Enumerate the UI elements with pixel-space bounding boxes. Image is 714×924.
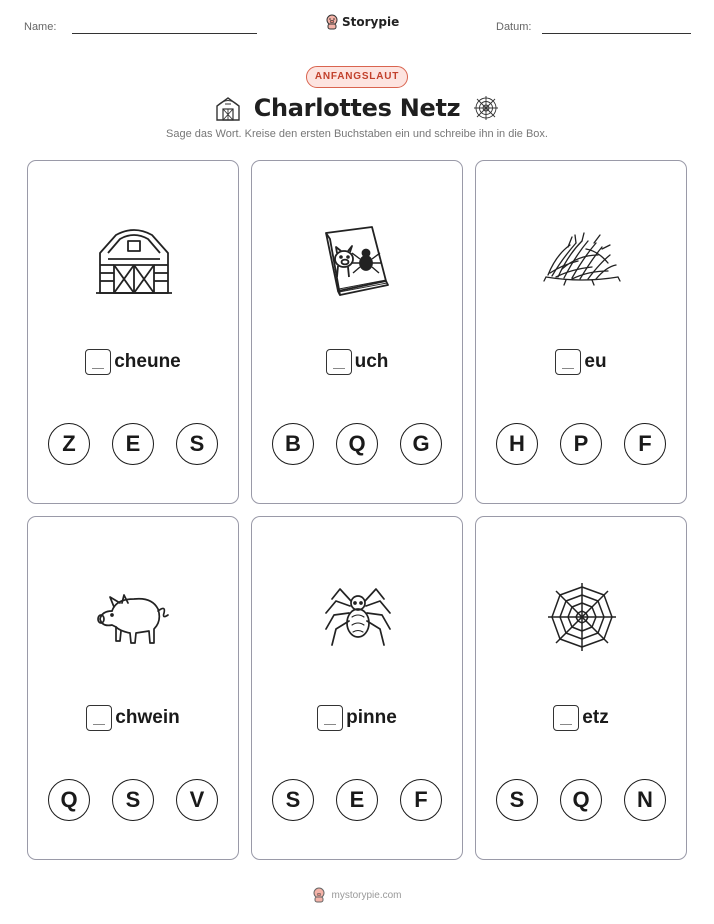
letter-choice[interactable]: P xyxy=(560,423,602,465)
letter-choice[interactable]: G xyxy=(400,423,442,465)
word-rest: etz xyxy=(582,707,609,728)
spider-icon xyxy=(318,581,398,653)
letter-choice[interactable]: Q xyxy=(48,779,90,821)
answer-box[interactable] xyxy=(317,705,343,731)
letter-choices xyxy=(476,779,686,821)
letter-choice[interactable]: N xyxy=(624,779,666,821)
letter-choice[interactable]: F xyxy=(400,779,442,821)
answer-box[interactable] xyxy=(86,705,112,731)
word-card xyxy=(475,516,687,860)
word-rest: chwein xyxy=(115,707,180,728)
date-label: Datum: xyxy=(496,21,532,33)
barn-icon xyxy=(214,95,242,121)
category-badge: ANFANGSLAUT xyxy=(306,66,408,88)
letter-choice[interactable]: Q xyxy=(336,423,378,465)
name-label: Name: xyxy=(24,21,57,33)
word-row xyxy=(476,705,686,731)
letter-choices xyxy=(252,779,462,821)
brand-logo xyxy=(325,14,399,30)
footer xyxy=(0,887,714,903)
pig-mascot-icon xyxy=(325,14,339,30)
letter-choices xyxy=(252,423,462,465)
letter-choice[interactable]: F xyxy=(624,423,666,465)
spiderweb-icon xyxy=(472,95,500,121)
letter-choice[interactable]: Z xyxy=(48,423,90,465)
page-title: Charlottes Netz xyxy=(253,94,461,122)
barn-icon xyxy=(94,225,174,297)
word-row xyxy=(252,705,462,731)
instructions: Sage das Wort. Kreise den ersten Buchstaben ein und schreibe ihn in die Box. xyxy=(166,128,548,140)
letter-choice[interactable]: V xyxy=(176,779,218,821)
storybook-icon xyxy=(318,225,398,297)
pig-icon xyxy=(94,581,174,653)
word-rest: uch xyxy=(354,351,389,372)
letter-choice[interactable]: E xyxy=(112,423,154,465)
letter-choice[interactable]: S xyxy=(496,779,538,821)
word-row xyxy=(252,349,462,375)
word-rest: eu xyxy=(584,351,607,372)
date-line[interactable] xyxy=(542,33,691,34)
title-row xyxy=(0,92,714,124)
name-line[interactable] xyxy=(72,33,257,34)
letter-choice[interactable]: Q xyxy=(560,779,602,821)
answer-box[interactable] xyxy=(555,349,581,375)
word-card xyxy=(27,516,239,860)
word-rest: pinne xyxy=(346,707,397,728)
letter-choice[interactable]: S xyxy=(176,423,218,465)
letter-choices xyxy=(28,779,238,821)
letter-choice[interactable]: S xyxy=(112,779,154,821)
letter-choice[interactable]: S xyxy=(272,779,314,821)
word-row xyxy=(28,349,238,375)
word-card xyxy=(251,160,463,504)
word-card xyxy=(27,160,239,504)
answer-box[interactable] xyxy=(85,349,111,375)
letter-choices xyxy=(476,423,686,465)
letter-choice[interactable]: E xyxy=(336,779,378,821)
letter-choices xyxy=(28,423,238,465)
answer-box[interactable] xyxy=(326,349,352,375)
worksheet-header xyxy=(0,14,714,42)
word-rest: cheune xyxy=(114,351,181,372)
word-card xyxy=(475,160,687,504)
footer-website[interactable]: mystorypie.com xyxy=(331,889,402,901)
letter-choice[interactable]: H xyxy=(496,423,538,465)
spiderweb-icon xyxy=(542,581,622,653)
hay-icon xyxy=(542,225,622,297)
answer-box[interactable] xyxy=(553,705,579,731)
word-row xyxy=(28,705,238,731)
pig-mascot-icon xyxy=(312,887,326,903)
word-row xyxy=(476,349,686,375)
brand-name: Storypie xyxy=(342,15,400,29)
letter-choice[interactable]: B xyxy=(272,423,314,465)
word-card xyxy=(251,516,463,860)
